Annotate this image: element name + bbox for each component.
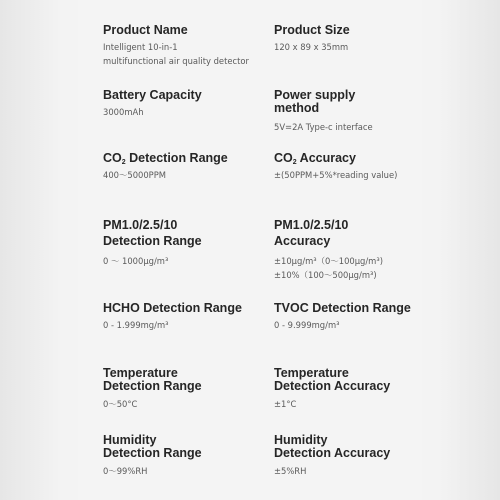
spec-battery-capacity <box>103 89 202 119</box>
spec-value: 5V=2A Type-c interface <box>274 122 373 132</box>
spec-value: Intelligent 10-in-1 multifunctional air quality detector <box>103 42 249 66</box>
spec-label: PM1.0/2.5/10 Accuracy <box>274 218 349 248</box>
spec-label: Temperature Detection Range <box>103 366 202 393</box>
spec-label: TVOC Detection Range <box>274 301 411 315</box>
spec-co2-accuracy <box>274 152 397 182</box>
spec-co2-detection-range <box>103 152 228 182</box>
spec-hcho-detection-range <box>103 302 242 332</box>
spec-label: $CO_2$ Accuracy <box>274 151 356 166</box>
spec-label: Humidity Detection Accuracy <box>274 433 391 460</box>
spec-value: 120 x 89 x 35mm <box>274 42 349 52</box>
spec-value: 0 - 1.999mg/m³ <box>103 320 169 330</box>
spec-value: ±10μg/m³（0～100μg/m³) ±10%（100～500μg/m³) <box>274 256 383 280</box>
spec-value: ±5%RH <box>274 466 307 476</box>
spec-product-size <box>274 24 350 54</box>
spec-label: $CO_2$ Detection Range <box>103 151 228 166</box>
spec-label: HCHO Detection Range <box>103 301 242 315</box>
spec-pm-detection-range <box>103 217 202 268</box>
spec-value: ±1°C <box>274 399 297 409</box>
spec-value: 0～99%RH <box>103 466 148 476</box>
spec-value: 0～50°C <box>103 399 138 409</box>
spec-value: 400～5000PPM <box>103 170 167 180</box>
spec-label: Humidity Detection Range <box>103 433 202 460</box>
spec-product-name <box>103 24 249 68</box>
spec-value: ±(50PPM+5%*reading value) <box>274 170 398 180</box>
spec-value: 0 ～ 1000μg/m³ <box>103 256 169 266</box>
spec-pm-accuracy <box>274 217 383 282</box>
spec-humidity-detection-accuracy <box>274 434 390 478</box>
spec-label: Battery Capacity <box>103 88 202 102</box>
spec-value: 3000mAh <box>103 107 144 117</box>
spec-label: Temperature Detection Accuracy <box>274 366 391 393</box>
spec-temperature-detection-accuracy <box>274 367 390 411</box>
spec-power-supply <box>274 89 373 134</box>
spec-tvoc-detection-range <box>274 302 411 332</box>
spec-label: Power supply method <box>274 88 356 115</box>
spec-label: PM1.0/2.5/10 Detection Range <box>103 218 202 248</box>
spec-humidity-detection-range <box>103 434 202 478</box>
spec-label: Product Size <box>274 23 350 37</box>
spec-label: Product Name <box>103 23 188 37</box>
spec-temperature-detection-range <box>103 367 202 411</box>
spec-value: 0 - 9.999mg/m³ <box>274 320 340 330</box>
